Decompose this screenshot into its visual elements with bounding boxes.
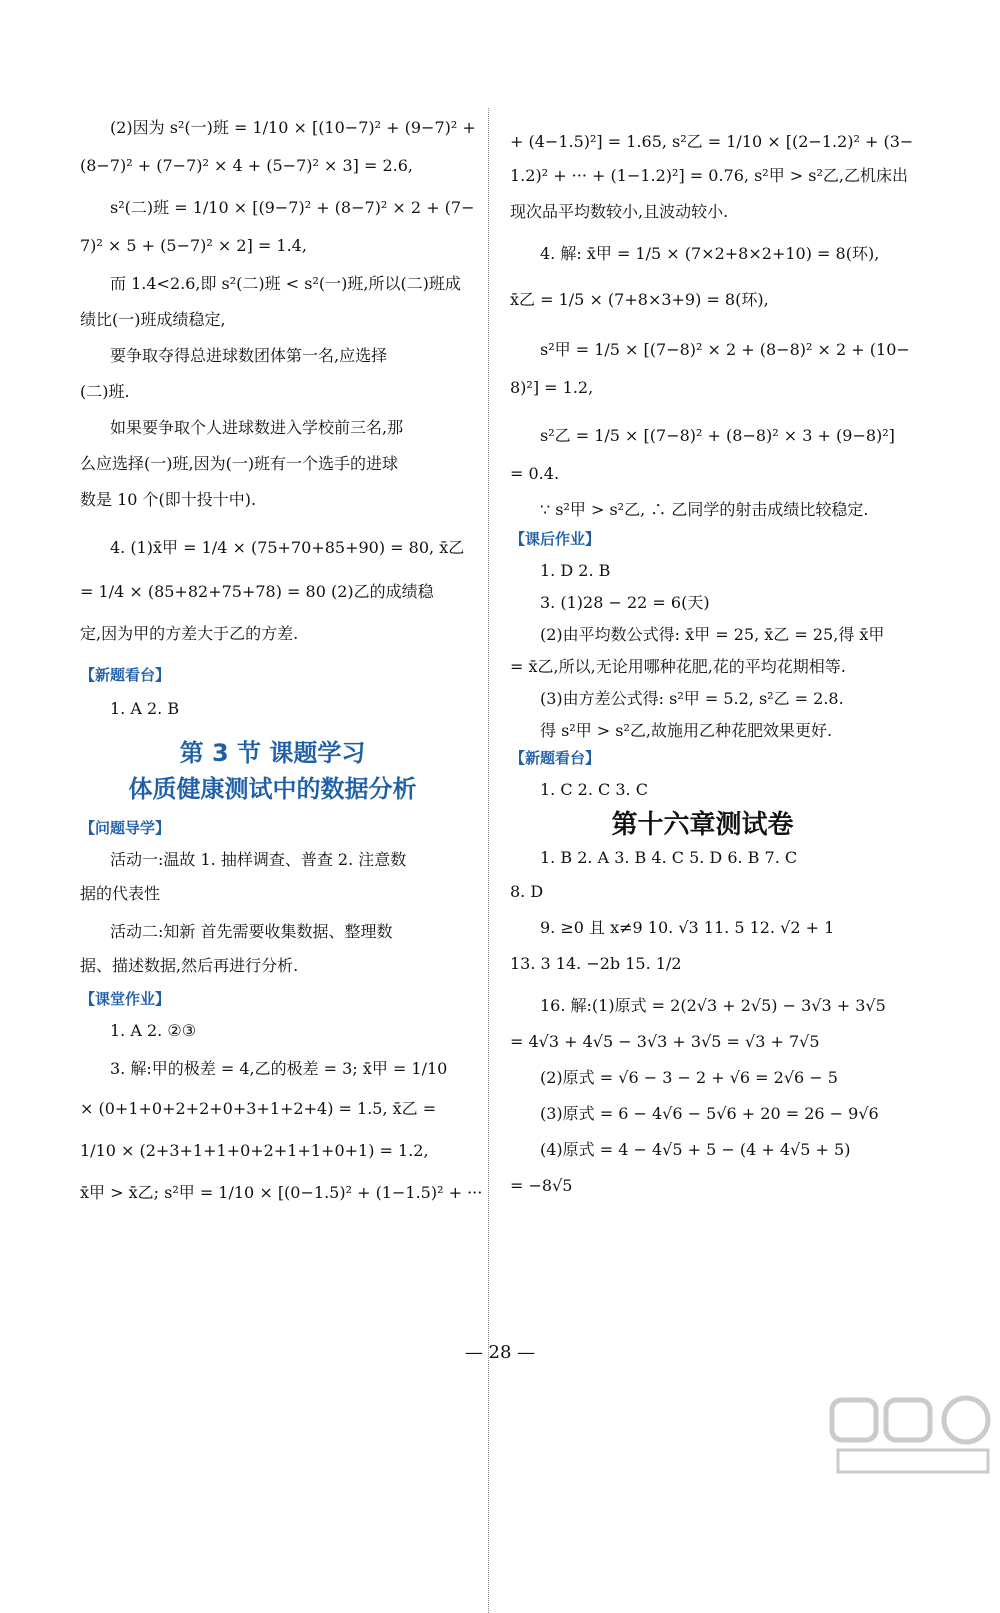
text-line: 3. 解:甲的极差 = 4,乙的极差 = 3; x̄甲 = 1/10: [110, 1059, 448, 1078]
text-line: x̄乙 = 1/5 × (7+8×3+9) = 8(环),: [510, 290, 769, 309]
tag-new-view-2: 【新题看台】: [510, 749, 601, 767]
page-number: — 28 —: [464, 1342, 536, 1363]
text-line: 1.2)² + ··· + (1−1.2)²] = 0.76, s²甲 > s²乙,乙机床出: [510, 166, 908, 185]
text-line: (2)由平均数公式得: x̄甲 = 25, x̄乙 = 25,得 x̄甲: [540, 625, 885, 644]
text-line: x̄甲 > x̄乙; s²甲 = 1/10 × [(0−1.5)² + (1−1.5)² + ···: [80, 1183, 483, 1202]
text-line: 4. 解: x̄甲 = 1/5 × (7×2+8×2+10) = 8(环),: [540, 244, 880, 263]
chapter-title: 第十六章测试卷: [611, 810, 794, 840]
text-line: s²(二)班 = 1/10 × [(9−7)² + (8−7)² × 2 + (7−: [110, 198, 475, 217]
left-text-block-3: [80, 1059, 483, 1203]
text-line: (3)由方差公式得: s²甲 = 5.2, s²乙 = 2.8.: [540, 689, 844, 708]
text-line: × (0+1+0+2+2+0+3+1+2+4) = 1.5, x̄乙 =: [80, 1099, 437, 1118]
tag-new-view-1: 【新题看台】: [80, 666, 171, 684]
text-line: (二)班.: [80, 382, 130, 401]
text-line: (8−7)² + (7−7)² × 4 + (5−7)² × 3] = 2.6,: [80, 156, 414, 175]
text-line: 而 1.4<2.6,即 s²(二)班 < s²(一)班,所以(二)班成: [110, 274, 461, 293]
text-line: 绩比(一)班成绩稳定,: [80, 310, 226, 329]
right-text-block-3: [510, 848, 895, 1196]
answer-line: 1. C 2. C 3. C: [540, 780, 648, 799]
text-line: ∵ s²甲 > s²乙, ∴ 乙同学的射击成绩比较稳定.: [540, 500, 869, 519]
text-line: 8. D: [510, 882, 544, 901]
text-line: 现次品平均数较小,且波动较小.: [510, 202, 729, 221]
text-line: 3. (1)28 − 22 = 6(天): [540, 593, 710, 612]
text-line: s²甲 = 1/5 × [(7−8)² × 2 + (8−8)² × 2 + (10−: [540, 340, 910, 359]
text-line: = x̄乙,所以,无论用哪种花肥,花的平均花期相等.: [510, 657, 846, 676]
section-subtitle: 体质健康测试中的数据分析: [128, 775, 417, 803]
text-line: s²乙 = 1/5 × [(7−8)² + (8−8)² × 3 + (9−8)²]: [540, 426, 895, 445]
tag-homework: 【课后作业】: [510, 530, 601, 548]
text-line: 8)²] = 1.2,: [510, 378, 594, 397]
text-line: 活动一:温故 1. 抽样调查、普查 2. 注意数: [110, 850, 407, 869]
column-divider: [488, 108, 490, 1613]
text-line: (4)原式 = 4 − 4√5 + 5 − (4 + 4√5 + 5): [540, 1140, 851, 1159]
right-column: [510, 118, 914, 1196]
tag-guide: 【问题导学】: [80, 819, 171, 837]
text-line: 1. B 2. A 3. B 4. C 5. D 6. B 7. C: [540, 848, 798, 867]
text-line: = 4√3 + 4√5 − 3√3 + 3√5 = √3 + 7√5: [510, 1032, 820, 1051]
text-line: (3)原式 = 6 − 4√6 − 5√6 + 20 = 26 − 9√6: [540, 1104, 879, 1123]
text-line: 16. 解:(1)原式 = 2(2√3 + 2√5) − 3√3 + 3√5: [540, 996, 886, 1015]
left-text-block-1: [80, 118, 476, 644]
text-line: (2)原式 = √6 − 3 − 2 + √6 = 2√6 − 5: [540, 1068, 838, 1087]
text-line: 9. ≥0 且 x≠9 10. √3 11. 5 12. √2 + 1: [540, 918, 835, 937]
text-line: (2)因为 s²(一)班 = 1/10 × [(10−7)² + (9−7)² +: [110, 118, 476, 137]
text-line: 数是 10 个(即十投十中).: [80, 490, 257, 509]
watermark-logo: [828, 1394, 998, 1478]
left-column: [80, 118, 483, 1203]
answer-line: 1. D 2. B: [540, 561, 611, 580]
text-line: 据的代表性: [80, 884, 161, 903]
text-line: 1/10 × (2+3+1+1+0+2+1+1+0+1) = 1.2,: [80, 1141, 429, 1160]
text-line: 据、描述数据,然后再进行分析.: [80, 956, 299, 975]
text-line: 定,因为甲的方差大于乙的方差.: [80, 624, 299, 643]
text-line: 活动二:知新 首先需要收集数据、整理数: [110, 922, 393, 941]
text-line: 得 s²甲 > s²乙,故施用乙种花肥效果更好.: [540, 721, 833, 740]
right-text-block-2: [510, 593, 895, 741]
text-line: 13. 3 14. −2b 15. 1/2: [510, 954, 682, 973]
text-line: 7)² × 5 + (5−7)² × 2] = 1.4,: [80, 236, 307, 255]
text-line: = 0.4.: [510, 464, 560, 483]
text-line: + (4−1.5)²] = 1.65, s²乙 = 1/10 × [(2−1.2)² + (3−: [510, 132, 914, 151]
text-line: = −8√5: [510, 1176, 573, 1195]
tag-class-work: 【课堂作业】: [80, 990, 171, 1008]
left-text-block-2: [80, 850, 465, 976]
answer-line: 1. A 2. B: [110, 699, 180, 718]
text-line: 要争取夺得总进球数团体第一名,应选择: [110, 346, 388, 365]
text-line: 4. (1)x̄甲 = 1/4 × (75+70+85+90) = 80, x̄乙: [110, 538, 465, 557]
right-text-block-1: [510, 132, 914, 520]
section-title: 第 3 节 课题学习: [179, 739, 366, 767]
answer-line: 1. A 2. ②③: [110, 1021, 197, 1040]
text-line: 么应选择(一)班,因为(一)班有一个选手的进球: [80, 454, 399, 473]
text-line: = 1/4 × (85+82+75+78) = 80 (2)乙的成绩稳: [80, 582, 434, 601]
text-line: 如果要争取个人进球数进入学校前三名,那: [110, 418, 404, 437]
